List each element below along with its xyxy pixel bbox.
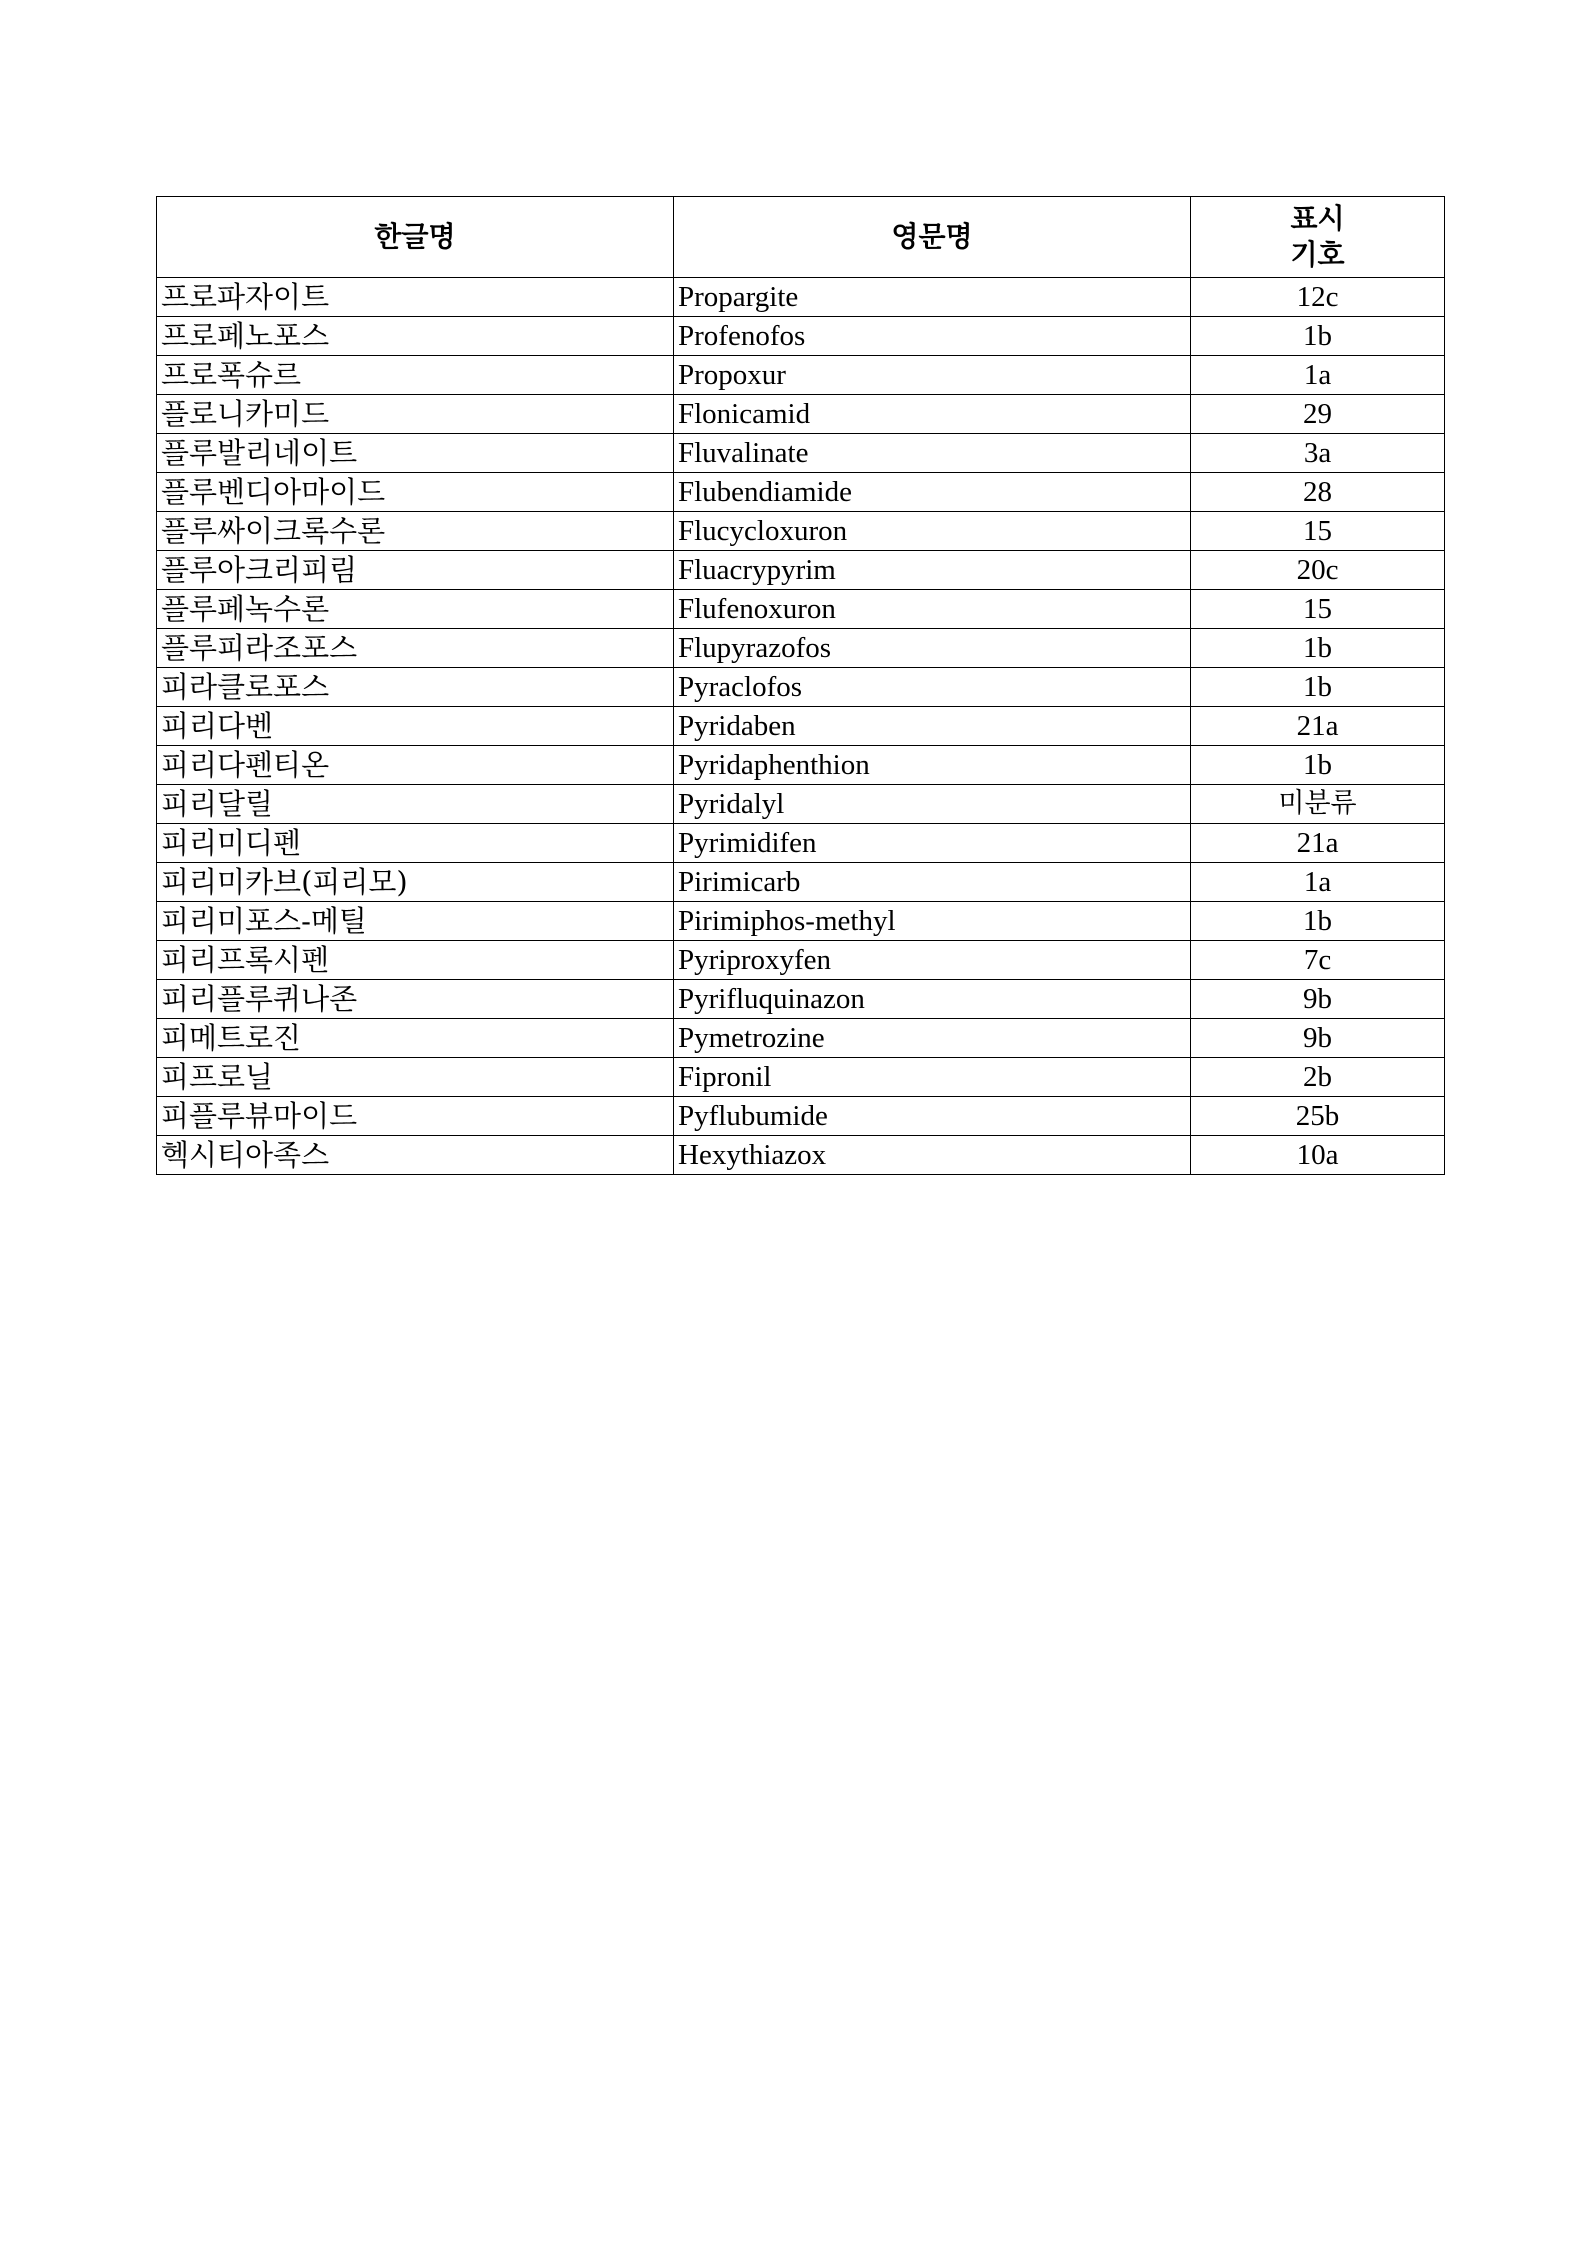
cell-symbol: 9b bbox=[1191, 980, 1445, 1019]
cell-symbol: 미분류 bbox=[1191, 785, 1445, 824]
table-row bbox=[157, 1097, 1445, 1136]
header-symbol bbox=[1191, 197, 1445, 278]
table-row bbox=[157, 590, 1445, 629]
cell-english-name: Pymetrozine bbox=[674, 1019, 1191, 1058]
cell-korean-name: 플루피라조포스 bbox=[157, 629, 674, 668]
table-header bbox=[157, 197, 1445, 278]
cell-symbol: 1b bbox=[1191, 317, 1445, 356]
cell-english-name: Pyridaphenthion bbox=[674, 746, 1191, 785]
table-row bbox=[157, 707, 1445, 746]
header-symbol-line1: 표시 bbox=[1290, 202, 1345, 235]
cell-symbol: 10a bbox=[1191, 1136, 1445, 1175]
table-row bbox=[157, 1019, 1445, 1058]
table-row bbox=[157, 980, 1445, 1019]
pesticide-table bbox=[156, 196, 1445, 1175]
cell-symbol: 21a bbox=[1191, 707, 1445, 746]
table-row bbox=[157, 356, 1445, 395]
cell-english-name: Flubendiamide bbox=[674, 473, 1191, 512]
cell-korean-name: 플루발리네이트 bbox=[157, 434, 674, 473]
table-row bbox=[157, 746, 1445, 785]
table-row bbox=[157, 551, 1445, 590]
table-row bbox=[157, 1136, 1445, 1175]
table-row bbox=[157, 317, 1445, 356]
cell-korean-name: 피리달릴 bbox=[157, 785, 674, 824]
cell-english-name: Propoxur bbox=[674, 356, 1191, 395]
cell-symbol: 1b bbox=[1191, 746, 1445, 785]
cell-english-name: Fluvalinate bbox=[674, 434, 1191, 473]
cell-symbol: 1b bbox=[1191, 629, 1445, 668]
table-row bbox=[157, 668, 1445, 707]
cell-korean-name: 플루벤디아마이드 bbox=[157, 473, 674, 512]
cell-english-name: Flupyrazofos bbox=[674, 629, 1191, 668]
cell-english-name: Flucycloxuron bbox=[674, 512, 1191, 551]
table-row bbox=[157, 941, 1445, 980]
cell-english-name: Pyraclofos bbox=[674, 668, 1191, 707]
cell-english-name: Pyrifluquinazon bbox=[674, 980, 1191, 1019]
cell-english-name: Pirimicarb bbox=[674, 863, 1191, 902]
cell-korean-name: 플루아크리피림 bbox=[157, 551, 674, 590]
cell-symbol: 1b bbox=[1191, 668, 1445, 707]
cell-korean-name: 플루싸이크록수론 bbox=[157, 512, 674, 551]
cell-korean-name: 피리미디펜 bbox=[157, 824, 674, 863]
table-row bbox=[157, 395, 1445, 434]
cell-korean-name: 헥시티아족스 bbox=[157, 1136, 674, 1175]
cell-korean-name: 피라클로포스 bbox=[157, 668, 674, 707]
cell-symbol: 15 bbox=[1191, 590, 1445, 629]
cell-symbol: 12c bbox=[1191, 278, 1445, 317]
cell-symbol: 20c bbox=[1191, 551, 1445, 590]
header-english-name: 영문명 bbox=[674, 197, 1191, 278]
cell-symbol: 1a bbox=[1191, 863, 1445, 902]
table-row bbox=[157, 473, 1445, 512]
cell-symbol: 29 bbox=[1191, 395, 1445, 434]
table-row bbox=[157, 512, 1445, 551]
cell-symbol: 28 bbox=[1191, 473, 1445, 512]
table-row bbox=[157, 1058, 1445, 1097]
cell-english-name: Pyriproxyfen bbox=[674, 941, 1191, 980]
cell-english-name: Pyflubumide bbox=[674, 1097, 1191, 1136]
cell-symbol: 21a bbox=[1191, 824, 1445, 863]
cell-korean-name: 플루페녹수론 bbox=[157, 590, 674, 629]
cell-symbol: 9b bbox=[1191, 1019, 1445, 1058]
table-row bbox=[157, 902, 1445, 941]
table-row bbox=[157, 785, 1445, 824]
table-row bbox=[157, 824, 1445, 863]
table-body bbox=[157, 278, 1445, 1175]
cell-english-name: Hexythiazox bbox=[674, 1136, 1191, 1175]
cell-korean-name: 피메트로진 bbox=[157, 1019, 674, 1058]
cell-english-name: Flufenoxuron bbox=[674, 590, 1191, 629]
cell-symbol: 1a bbox=[1191, 356, 1445, 395]
table-row bbox=[157, 629, 1445, 668]
cell-korean-name: 플로니카미드 bbox=[157, 395, 674, 434]
cell-korean-name: 피리플루퀴나존 bbox=[157, 980, 674, 1019]
cell-english-name: Propargite bbox=[674, 278, 1191, 317]
cell-symbol: 25b bbox=[1191, 1097, 1445, 1136]
cell-english-name: Pyridaben bbox=[674, 707, 1191, 746]
header-korean-name: 한글명 bbox=[157, 197, 674, 278]
cell-korean-name: 피플루뷰마이드 bbox=[157, 1097, 674, 1136]
cell-korean-name: 프로페노포스 bbox=[157, 317, 674, 356]
cell-symbol: 1b bbox=[1191, 902, 1445, 941]
cell-english-name: Flonicamid bbox=[674, 395, 1191, 434]
cell-korean-name: 피리미포스-메틸 bbox=[157, 902, 674, 941]
cell-english-name: Profenofos bbox=[674, 317, 1191, 356]
cell-korean-name: 프로파자이트 bbox=[157, 278, 674, 317]
cell-korean-name: 피프로닐 bbox=[157, 1058, 674, 1097]
cell-symbol: 7c bbox=[1191, 941, 1445, 980]
cell-english-name: Fluacrypyrim bbox=[674, 551, 1191, 590]
header-symbol-line2: 기호 bbox=[1290, 238, 1345, 271]
cell-korean-name: 프로폭슈르 bbox=[157, 356, 674, 395]
cell-english-name: Pirimiphos-methyl bbox=[674, 902, 1191, 941]
cell-symbol: 2b bbox=[1191, 1058, 1445, 1097]
table-row bbox=[157, 278, 1445, 317]
table-row bbox=[157, 863, 1445, 902]
cell-korean-name: 피리다펜티온 bbox=[157, 746, 674, 785]
header-row bbox=[157, 197, 1445, 278]
cell-korean-name: 피리미카브(피리모) bbox=[157, 863, 674, 902]
cell-symbol: 3a bbox=[1191, 434, 1445, 473]
cell-symbol: 15 bbox=[1191, 512, 1445, 551]
table-row bbox=[157, 434, 1445, 473]
cell-english-name: Fipronil bbox=[674, 1058, 1191, 1097]
cell-korean-name: 피리프록시펜 bbox=[157, 941, 674, 980]
cell-english-name: Pyridalyl bbox=[674, 785, 1191, 824]
cell-english-name: Pyrimidifen bbox=[674, 824, 1191, 863]
cell-korean-name: 피리다벤 bbox=[157, 707, 674, 746]
